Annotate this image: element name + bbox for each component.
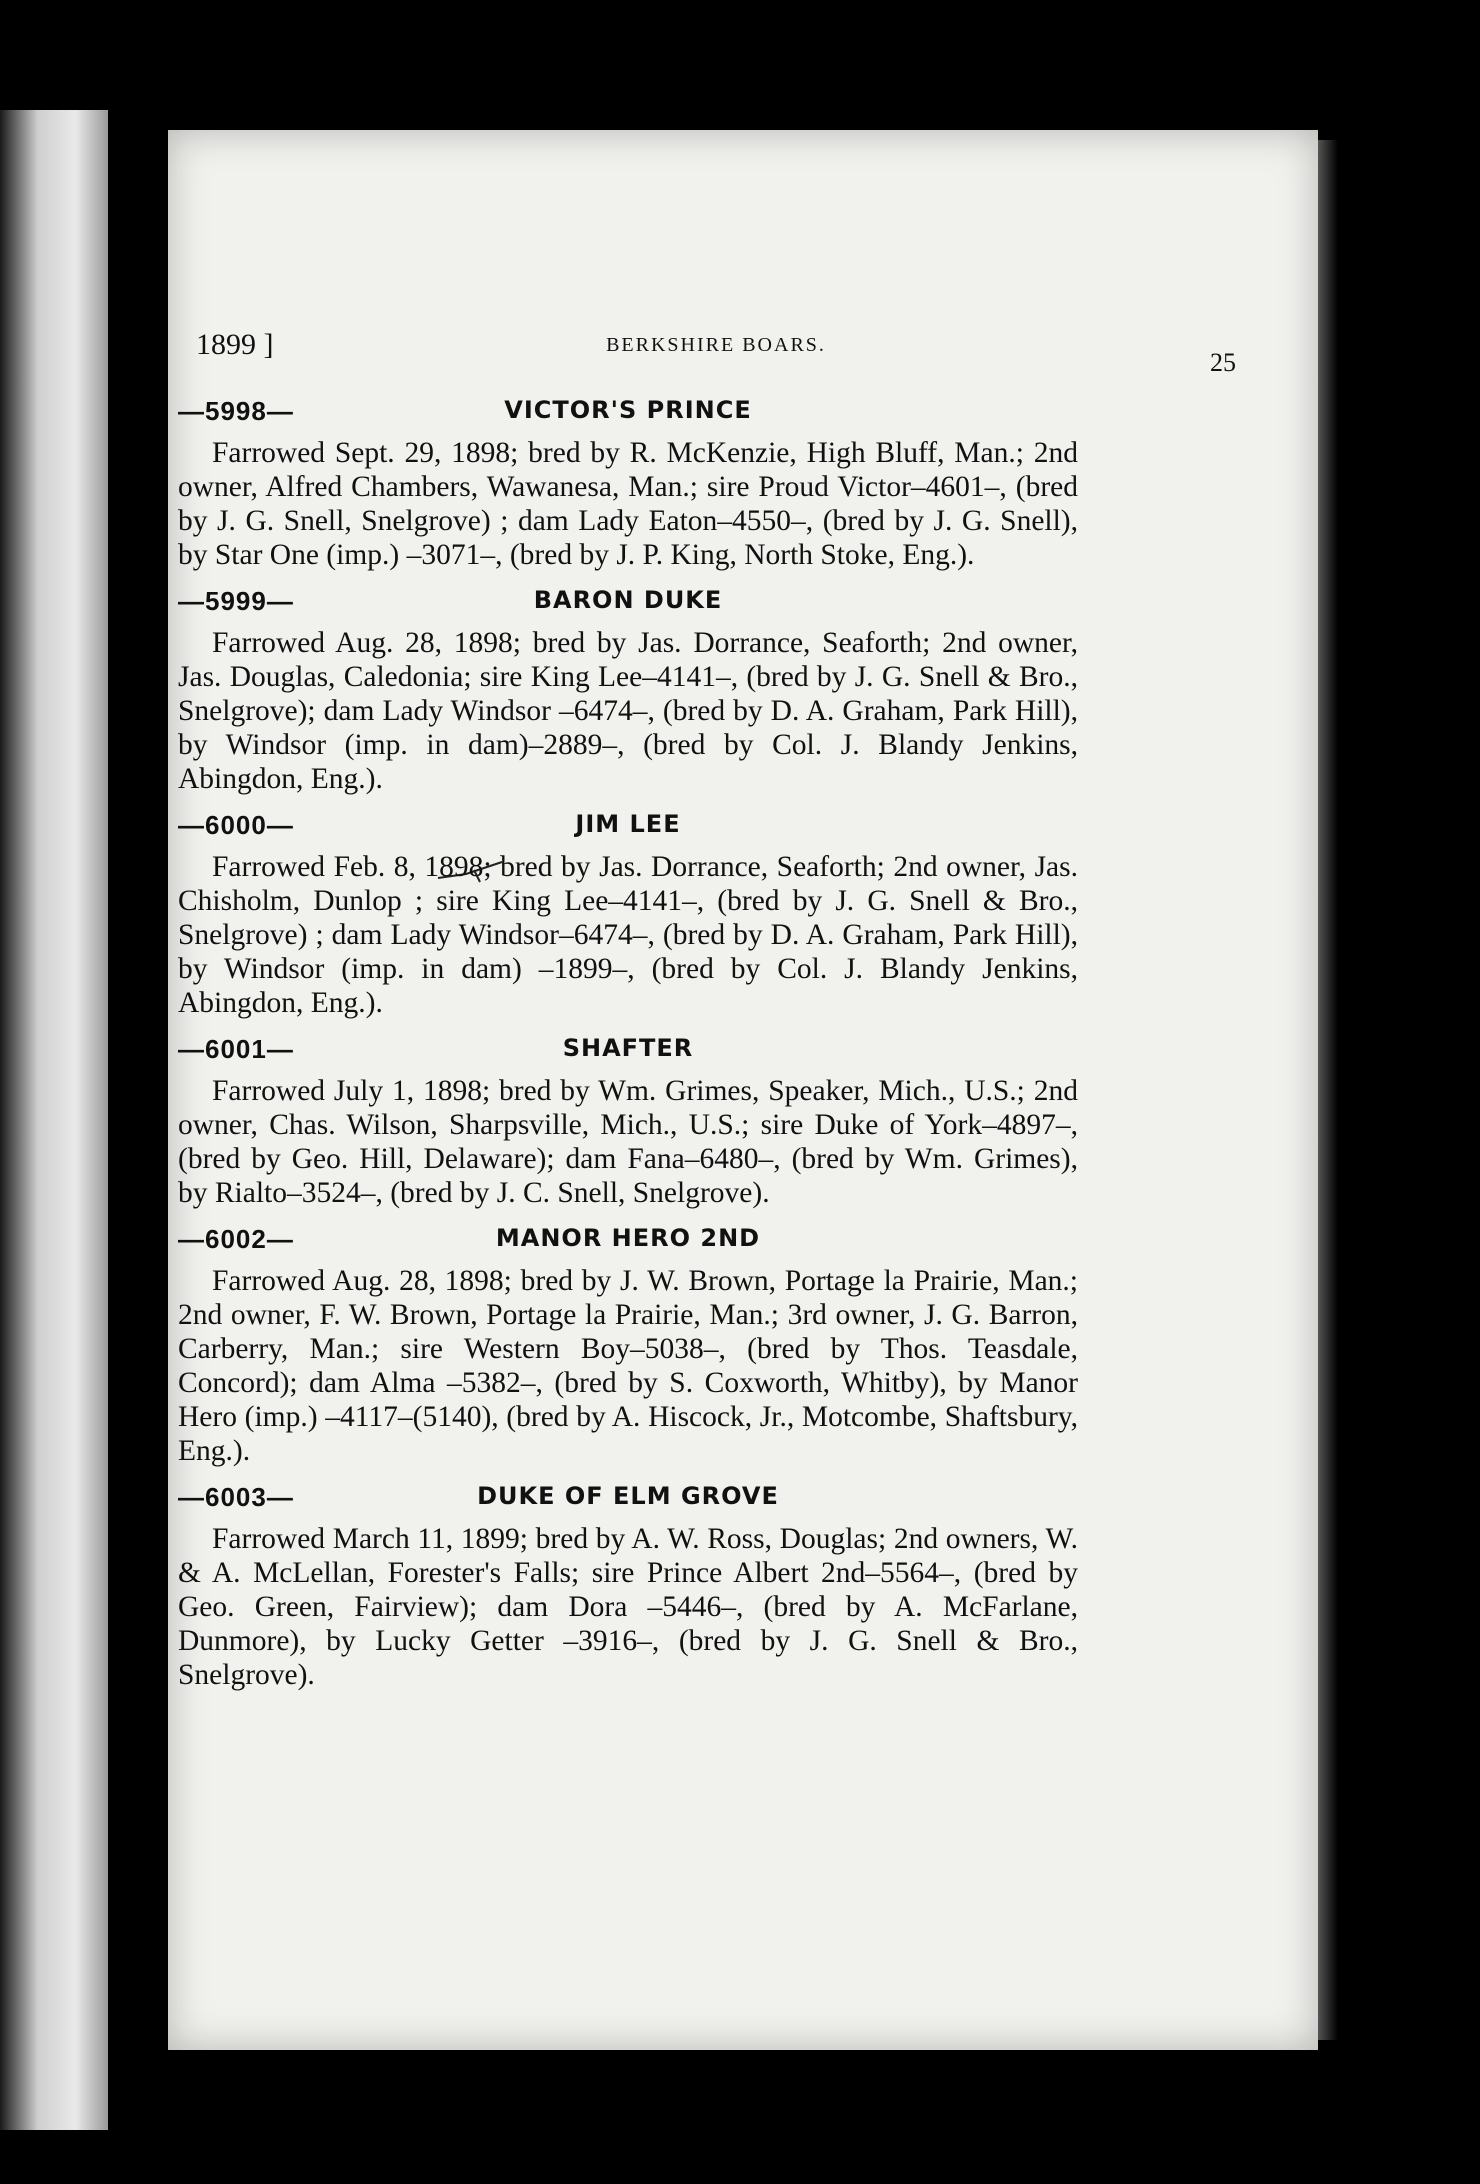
entry-number: —6003—	[178, 1482, 294, 1512]
entry-header	[178, 806, 1078, 846]
page-content	[168, 130, 1318, 2050]
entry-6003	[178, 1478, 1078, 1692]
entry-number: —6001—	[178, 1034, 294, 1064]
entry-number: —5999—	[178, 586, 294, 616]
entry-list	[178, 392, 1078, 1702]
entry-text: Farrowed Aug. 28, 1898; bred by J. W. Brown, Portage la Prairie, Man.; 2nd owner, F. W. Brown, Portage la Prairie, Man.; 3rd owner, J. G. Barron, Carberry, Man.; sire Western Boy–5038–, (bred by Thos. Teasdale, Concord); dam Alma –5382–, (bred by S. Coxworth, Whitby), by Manor Hero (imp.) –4117–(5140), (bred by A. Hiscock, Jr., Motcombe, Shaftsbury, Eng.).	[178, 1265, 1078, 1467]
entry-header	[178, 1220, 1078, 1260]
entry-text: Farrowed March 11, 1899; bred by A. W. Ross, Douglas; 2nd owners, W. & A. McLellan, Forester's Falls; sire Prince Albert 2nd–5564–, (bred by Geo. Green, Fairview); dam Dora –5446–, (bred by A. McFarlane, Dunmore), by Lucky Getter –3916–, (bred by J. G. Snell & Bro., Snelgrove).	[178, 1523, 1078, 1691]
entry-5999	[178, 582, 1078, 796]
page-shadow-edge	[1318, 140, 1338, 2040]
entry-name: BARON DUKE	[533, 586, 723, 614]
entry-6000	[178, 806, 1078, 1020]
running-head-year: 1899 ]	[196, 328, 274, 361]
running-head-title: BERKSHIRE BOARS.	[606, 334, 826, 356]
entry-name: MANOR HERO 2ND	[495, 1224, 761, 1252]
entry-text: Farrowed Feb. 8, 1898; bred by Jas. Dorrance, Seaforth; 2nd owner, Jas. Chisholm, Dunlop ; sire King Lee–4141–, (bred by J. G. Snell & Bro., Snelgrove) ; dam Lady Windsor–6474–, (bred by D. A. Graham, Park Hill), by Windsor (imp. in dam) –1899–, (bred by Col. J. Blandy Jenkins, Abingdon, Eng.).	[178, 851, 1078, 1019]
entry-6002	[178, 1220, 1078, 1468]
entry-5998	[178, 392, 1078, 572]
book-page	[168, 130, 1318, 2050]
entry-number: —6000—	[178, 810, 294, 840]
facing-page-edge	[0, 110, 108, 2130]
entry-text: Farrowed July 1, 1898; bred by Wm. Grimes, Speaker, Mich., U.S.; 2nd owner, Chas. Wilson, Sharpsville, Mich., U.S.; sire Duke of York–4897–, (bred by Geo. Hill, Delaware); dam Fana–6480–, (bred by Wm. Grimes), by Rialto–3524–, (bred by J. C. Snell, Snelgrove).	[178, 1075, 1078, 1209]
entry-name: VICTOR'S PRINCE	[504, 396, 752, 424]
entry-text: Farrowed Sept. 29, 1898; bred by R. McKenzie, High Bluff, Man.; 2nd owner, Alfred Chambers, Wawanesa, Man.; sire Proud Victor–4601–, (bred by J. G. Snell, Snelgrove) ; dam Lady Eaton–4550–, (bred by J. G. Snell), by Star One (imp.) –3071–, (bred by J. P. King, North Stoke, Eng.).	[178, 437, 1078, 571]
entry-name: SHAFTER	[562, 1034, 694, 1062]
page-number: 25	[1210, 348, 1236, 377]
running-head	[196, 328, 1236, 377]
entry-name: DUKE OF ELM GROVE	[477, 1482, 779, 1510]
entry-name: JIM LEE	[575, 810, 681, 838]
entry-header	[178, 582, 1078, 622]
entry-6001	[178, 1030, 1078, 1210]
entry-number: —6002—	[178, 1224, 294, 1254]
entry-text: Farrowed Aug. 28, 1898; bred by Jas. Dorrance, Seaforth; 2nd owner, Jas. Douglas, Caledonia; sire King Lee–4141–, (bred by J. G. Snell & Bro., Snelgrove); dam Lady Windsor –6474–, (bred by D. A. Graham, Park Hill), by Windsor (imp. in dam)–2889–, (bred by Col. J. Blandy Jenkins, Abingdon, Eng.).	[178, 627, 1078, 795]
entry-header	[178, 1478, 1078, 1518]
entry-header	[178, 1030, 1078, 1070]
entry-header	[178, 392, 1078, 432]
entry-number: —5998—	[178, 396, 294, 426]
